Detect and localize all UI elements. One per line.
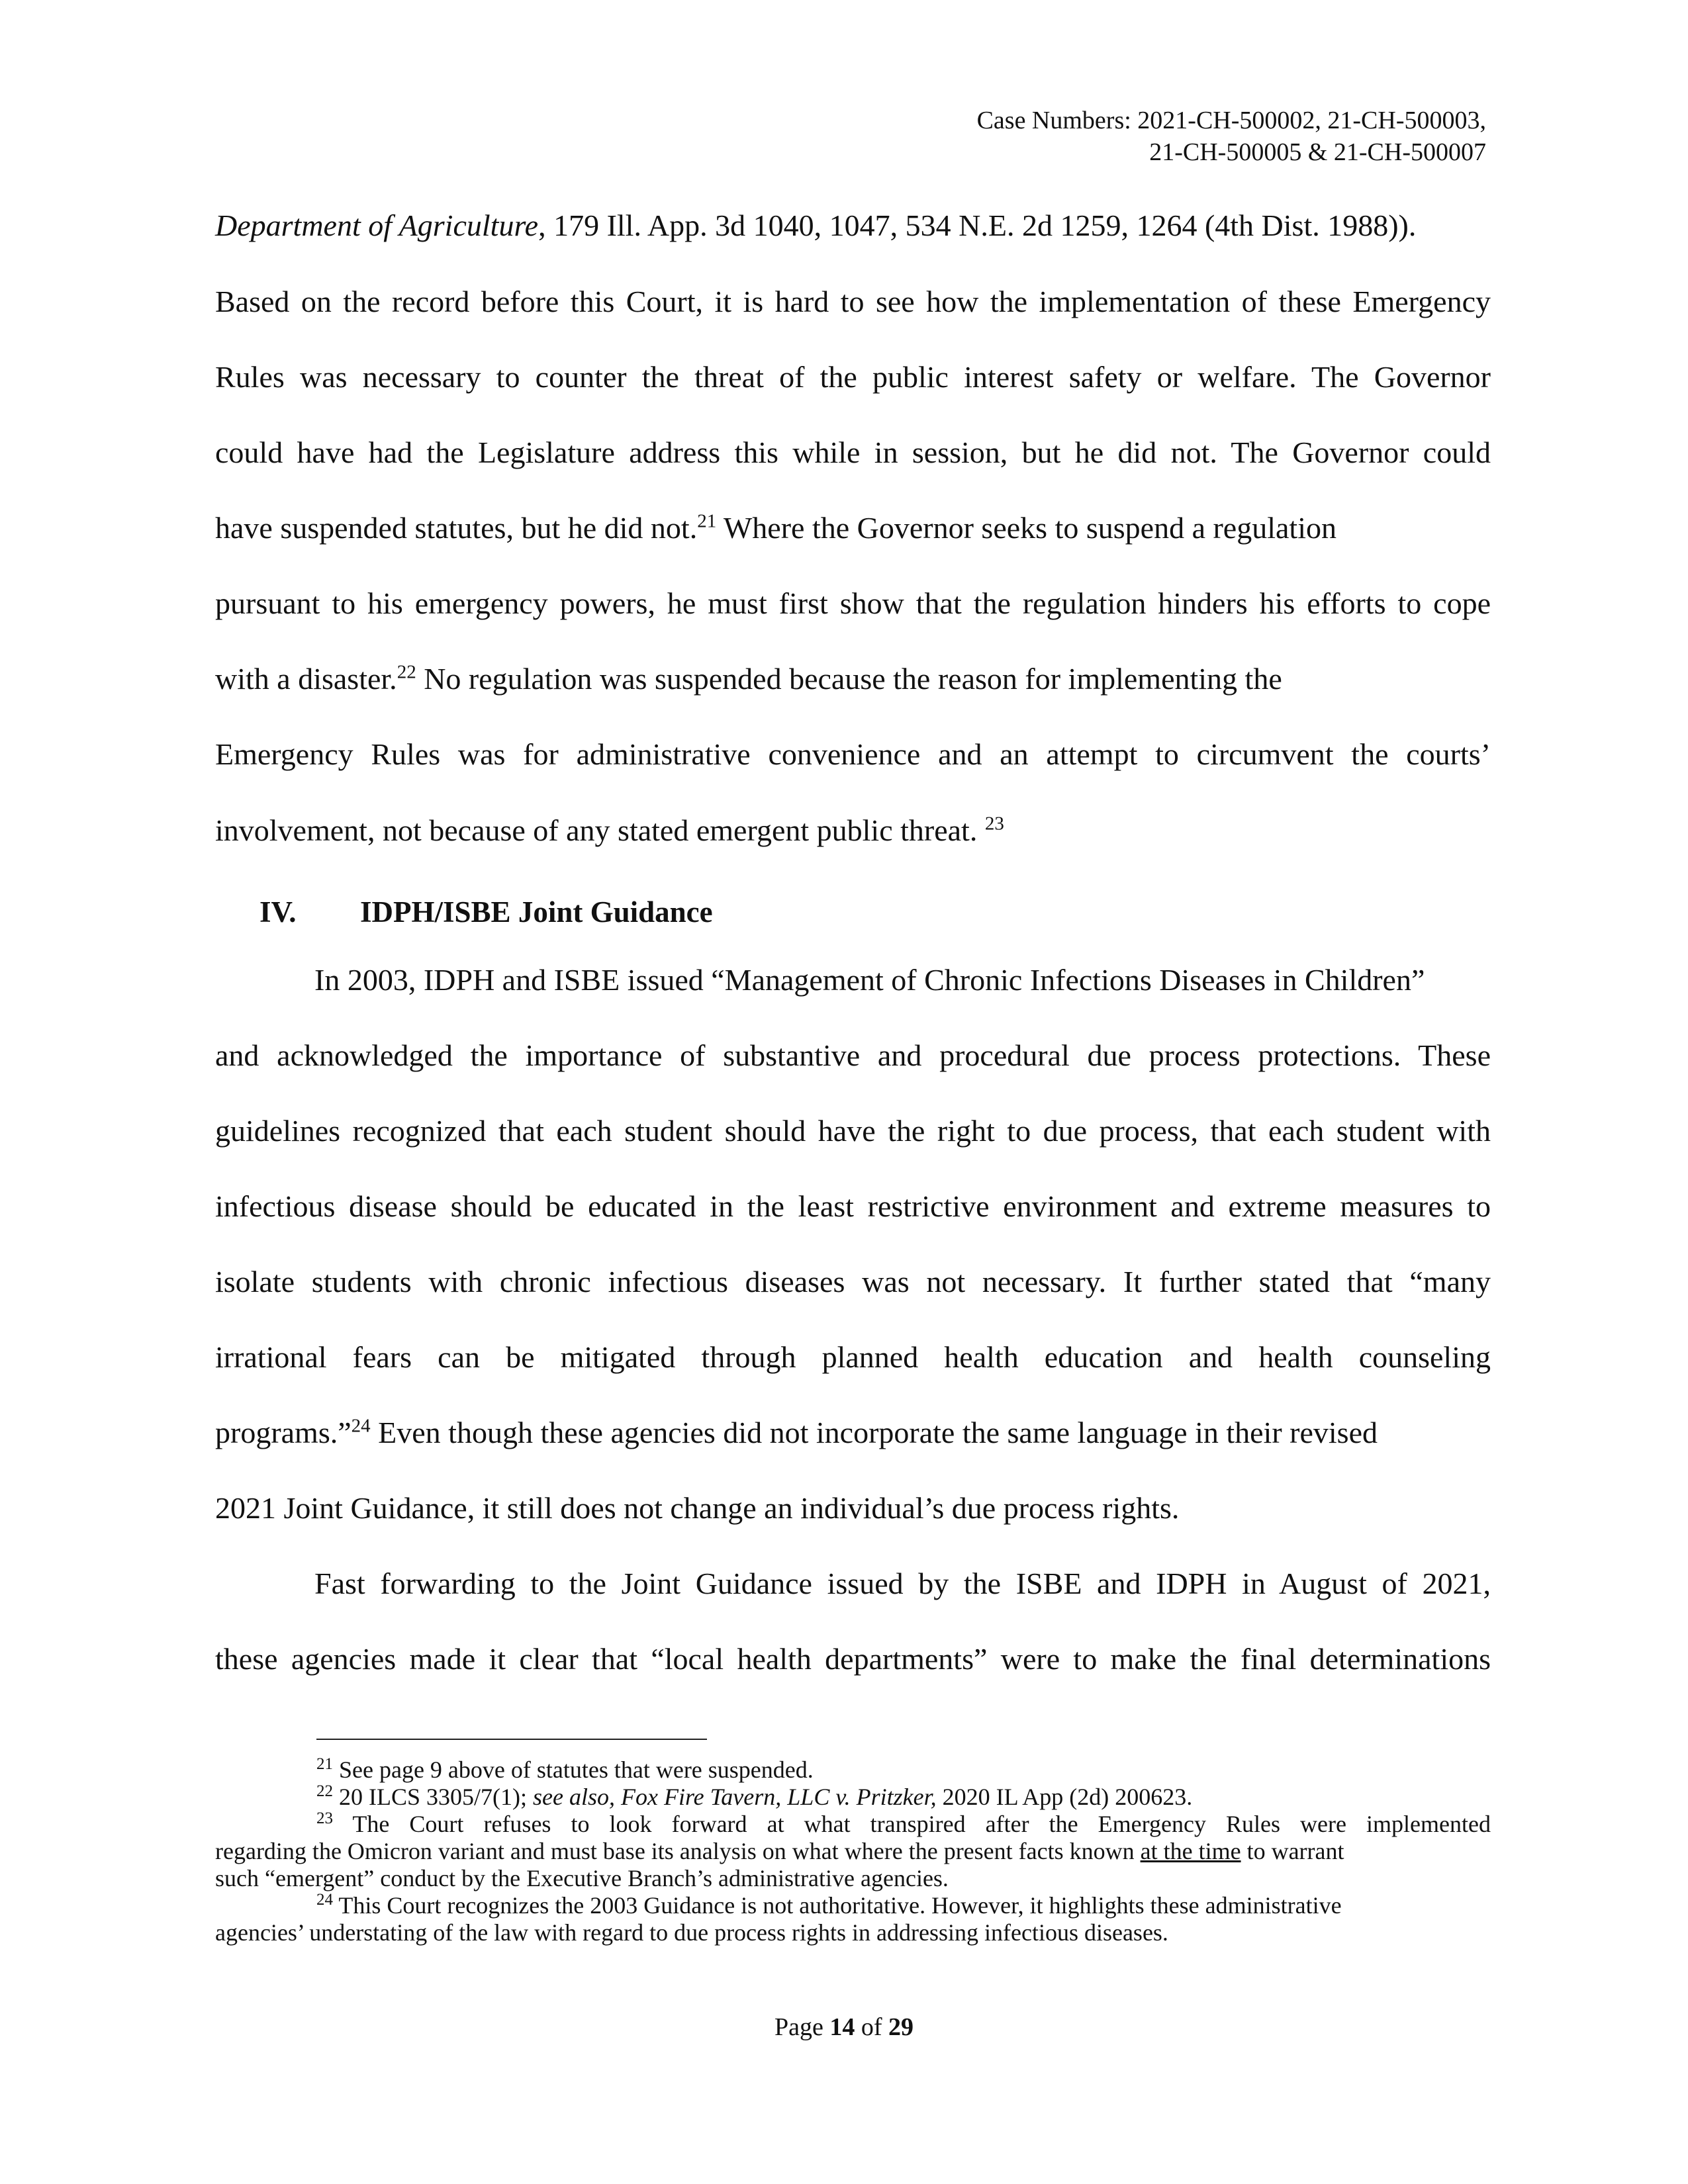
footnote-ref-21[interactable]: 21 [697,510,717,532]
footnote-separator [316,1739,707,1740]
body-line: pursuant to his emergency powers, he must first show that the regulation hinders his efforts to cope [215,586,1491,620]
case-numbers-line-1: Case Numbers: 2021-CH-500002, 21-CH-500003, [976,107,1486,134]
body-line: In 2003, IDPH and ISBE issued “Management of Chronic Infections Diseases in Children” [314,963,1425,997]
body-line: Fast forwarding to the Joint Guidance issued by the ISBE and IDPH in August of 2021, [314,1567,1491,1600]
body-line: with a disaster.$^{22}$ No regulation was suspended because the reason for implementing the [215,661,1282,696]
footnote-24-cont: agencies’ understating of the law with regard to due process rights in addressing infectious diseases. [215,1919,1168,1946]
footnote-23-cont: such “emergent” conduct by the Executive Branch’s administrative agencies. [215,1865,949,1891]
body-line: Emergency Rules was for administrative convenience and an attempt to circumvent the courts’ [215,737,1491,771]
body-line: have suspended statutes, but he did not.$^{21}$ Where the Governor seeks to suspend a regulation [215,510,1336,545]
footnote-ref-23[interactable]: 23 [984,813,1004,835]
body-line: irrational fears can be mitigated through planned health education and health counseling [215,1340,1491,1374]
body-line: Department of Agriculture, 179 Ill. App. 3d 1040, 1047, 534 N.E. 2d 1259, 1264 (4th Dist. 1988)). [215,208,1417,242]
footnote-23: $^{23}$ The Court refuses to look forward at what transpired after the Emergency Rules were implemented [316,1809,1491,1837]
footnote-23-cont: regarding the Omicron variant and must base its analysis on what where the present facts known at the time to warrant [215,1838,1344,1864]
body-line: Based on the record before this Court, it is hard to see how the implementation of these Emergency [215,285,1491,318]
footnote-22: $^{22}$ 20 ILCS 3305/7(1); see also, Fox Fire Tavern, LLC v. Pritzker, 2020 IL App (2d) 200623. [316,1782,1193,1810]
body-line: programs.”$^{24}$ Even though these agencies did not incorporate the same language in their revised [215,1415,1378,1449]
footnote-21: $^{21}$ See page 9 above of statutes that were suspended. [316,1755,814,1783]
body-line: infectious disease should be educated in the least restrictive environment and extreme measures to [215,1189,1491,1223]
body-line: Rules was necessary to counter the threat of the public interest safety or welfare. The Governor [215,360,1491,394]
body-line: involvement, not because of any stated emergent public threat. $^{23}$ [215,813,1004,847]
case-citation-italic: Department of Agriculture [215,208,539,242]
page-number: Page 14 of 29 [774,2013,914,2041]
body-line: guidelines recognized that each student should have the right to due process, that each student with [215,1114,1491,1148]
footnote-ref-24[interactable]: 24 [351,1415,371,1437]
case-numbers-line-2: 21-CH-500005 & 21-CH-500007 [1149,138,1486,166]
body-line: 2021 Joint Guidance, it still does not change an individual’s due process rights. [215,1491,1180,1525]
footnote-ref-22[interactable]: 22 [397,661,416,683]
footnote-24: $^{24}$ This Court recognizes the 2003 Guidance is not authoritative. However, it highlights these administrative [316,1891,1342,1919]
section-heading [259,895,713,929]
case-numbers-header [977,105,1486,168]
body-line: isolate students with chronic infectious diseases was not necessary. It further stated that “many [215,1265,1491,1298]
section-title: IDPH/ISBE Joint Guidance [360,895,713,929]
section-number: IV. [259,895,297,929]
body-line: and acknowledged the importance of substantive and procedural due process protections. These [215,1038,1491,1072]
body-line: these agencies made it clear that “local health departments” were to make the final determinations [215,1642,1491,1676]
body-line: could have had the Legislature address this while in session, but he did not. The Governor could [215,435,1491,469]
